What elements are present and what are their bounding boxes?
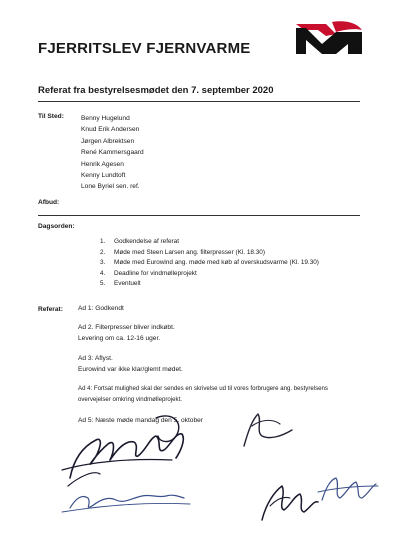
- agenda-item-text: Møde med Steen Larsen ang. filterpresser (Kl. 18.30): [114, 248, 265, 256]
- minutes-line: Ad 3: Aflyst.: [78, 355, 113, 362]
- agenda-label: Dagsorden:: [38, 223, 75, 230]
- agenda-item-number: 2.: [100, 248, 106, 256]
- attendee: René Kammersgaard: [81, 149, 144, 157]
- minutes-line: Ad 1: Godkendt: [78, 305, 124, 312]
- page-title: FJERRITSLEV FJERNVARME: [38, 40, 251, 57]
- agenda-item-text: Deadline for vindmølleprojekt: [114, 269, 197, 277]
- attendee: Lone Byriel sen. ref.: [81, 183, 140, 191]
- minutes-line: overvejelser omkring vindmølleprojekt.: [78, 396, 182, 404]
- agenda-item-number: 3.: [100, 259, 106, 267]
- minutes-line: Levering om ca. 12-16 uger.: [78, 335, 161, 343]
- minutes-line: Eurowind var ikke klar/glemt mødet.: [78, 366, 183, 374]
- minutes-label: Referat:: [38, 306, 63, 313]
- minutes-line: Ad 4: Fortsat mulighed skal der sendes en skrivelse ud til vores forbrugere ang. bestyrelsens: [78, 385, 328, 392]
- minutes-line: Ad 2. Filterpresser bliver indkøbt.: [78, 324, 175, 331]
- attendee: Benny Hugelund: [81, 115, 130, 122]
- attendance-label: Til Sted:: [38, 113, 64, 120]
- meeting-subject: Referat fra bestyrelsesmødet den 7. september 2020: [38, 85, 274, 96]
- agenda-item-number: 5.: [100, 280, 106, 288]
- minutes-line: Ad 5: Næste møde mandag den 5. oktober: [78, 417, 203, 424]
- absent-label: Afbud:: [38, 199, 60, 206]
- agenda-item-number: 4.: [100, 269, 106, 277]
- agenda-item-text: Møde med Eurowind ang. møde med køb af overskudsvarme (Kl. 19.30): [114, 259, 319, 267]
- agenda-item-text: Eventuelt: [114, 280, 141, 288]
- attendee: Jørgen Albrektsen: [81, 137, 135, 145]
- agenda-item-text: Godkendelse af referat: [114, 238, 180, 245]
- attendee: Henrik Agesen: [81, 160, 124, 168]
- attendee: Kenny Lundtoft: [81, 171, 126, 179]
- attendee: Knud Erik Andersen: [81, 126, 140, 134]
- agenda-item-number: 1.: [100, 238, 106, 245]
